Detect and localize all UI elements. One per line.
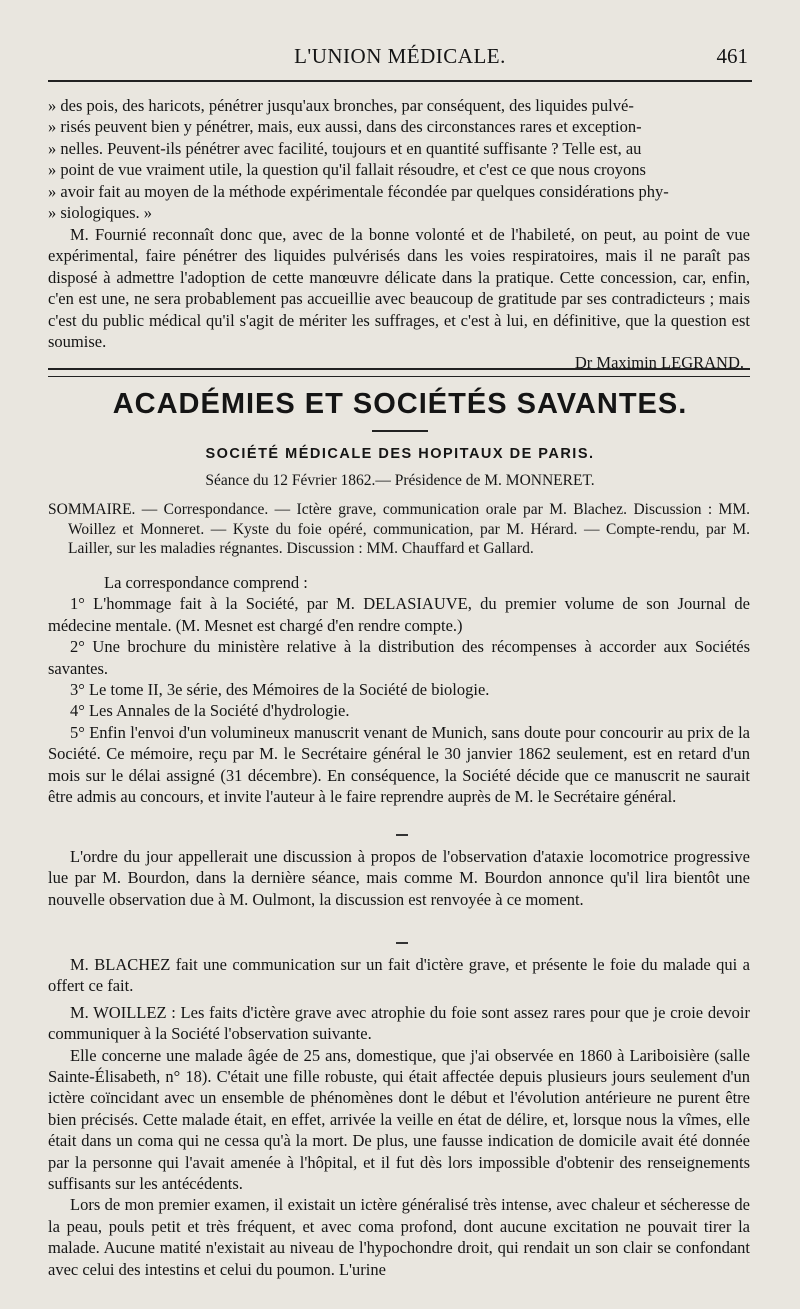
paragraph: Lors de mon premier examen, il existait un ictère généralisé très intense, avec chaleur et sécheresse de la peau, pouls petit et très fréquent, et avec coma profond, dont aucune excitation ne pouvait tirer la malade. Aucune matité n'existait au niveau de l'hypochondre droit, qui rendait un son clair se confondant avec celui des intestins et celui du poumon. L'urine (48, 1195, 750, 1279)
paragraph: 1° L'hommage fait à la Société, par M. DELASIAUVE, du premier volume de son Journal de médecine mentale. (M. Mesnet est chargé d'en rendre compte.) (48, 594, 750, 635)
society-title: SOCIÉTÉ MÉDICALE DES HOPITAUX DE PARIS. (205, 446, 595, 462)
section-title: ACADÉMIES ET SOCIÉTÉS SAVANTES. (112, 388, 688, 420)
quote-line: » nelles. Peuvent-ils pénétrer avec facilité, toujours et en quantité suffisante ? Telle est, au (48, 138, 642, 158)
session-line: Séance du 12 Février 1862.— Présidence de M. MONNERET. (205, 472, 595, 489)
paragraph: Elle concerne une malade âgée de 25 ans, domestique, que j'ai observée en 1860 à Lariboisière (salle Sainte-Élisabeth, n° 18). C'était une fille robuste, qui était affectée depuis plusieurs jours seulement d'un ictère coïncidant avec un ensemble de phénomènes dont le début et l'évolution antérieure ne purent être bien précisés. Cette malade était, en effet, arrivée la veille en état de délire, et, lorsque nous la vîmes, elle était dans un coma qui ne cessa qu'à la mort. De plus, une fausse indication de domicile avait été donnée par la personne qui l'avait amenée à l'hôpital, et il fut dès lors impossible d'obtenir des renseignements suffisants sur les antécédents. (48, 1045, 750, 1194)
agenda-block (48, 846, 750, 910)
quote-line: » risés peuvent bien y pénétrer, mais, eux aussi, dans des circonstances rares et exception- (48, 117, 642, 137)
running-title: L'UNION MÉDICALE. (294, 44, 506, 68)
conclusion-paragraph: M. Fournié reconnaît donc que, avec de la bonne volonté et de l'habileté, on peut, au point de vue expérimental, faire pénétrer des liquides pulvérisés dans les voies respiratoires, mais il ne paraît pas disposé à admettre l'adoption de cette manœuvre délicate dans la pratique. Cette concession, car, enfin, c'en est une, ne sera probablement pas accueillie avec beaucoup de gratitude par ses contradicteurs ; mais c'est du public médical qu'il s'agit de mériter les suffrages, et c'est à lui, en définitive, que la question est soumise. (48, 225, 750, 352)
conclusion-block (48, 224, 750, 374)
quotation-block (48, 95, 750, 223)
author-signature: Dr Maximin LEGRAND. (574, 353, 744, 373)
paragraph: 2° Une brochure du ministère relative à la distribution des récompenses à accorder aux Sociétés savantes. (48, 637, 750, 678)
correspondence-block (48, 572, 750, 807)
paragraph: 4° Les Annales de la Société d'hydrologie. (70, 701, 350, 721)
quote-line: » des pois, des haricots, pénétrer jusqu'aux bronches, par conséquent, des liquides pulvé- (48, 96, 634, 115)
paragraph: M. WOILLEZ : Les faits d'ictère grave avec atrophie du foie sont assez rares pour que je croie devoir communiquer à la Société l'observation suivante. (48, 1002, 750, 1044)
quote-line: » point de vue vraiment utile, la question qu'il fallait résoudre, et c'est ce que nous croyons (48, 160, 646, 180)
paragraph: La correspondance comprend : (104, 573, 308, 592)
quote-line: » siologiques. » (48, 203, 153, 223)
summary-text: SOMMAIRE. — Correspondance. — Ictère grave, communication orale par M. Blachez. Discussion : MM. Woillez et Monneret. — Kyste du foie opéré, communication, par M. Hérard. — Compte-rendu, par M. Lailler, sur les maladies régnantes. Discussion : MM. Chauffard et Gallard. (48, 501, 750, 557)
separator-dash (396, 834, 408, 836)
separator-dash (396, 942, 408, 944)
paragraph: 3° Le tome II, 3e série, des Mémoires de la Société de biologie. (70, 680, 490, 700)
paragraph: 5° Enfin l'envoi d'un volumineux manuscrit venant de Munich, sans doute pour concourir au prix de la Société. Ce mémoire, reçu par M. le Secrétaire général le 30 janvier 1862 seulement, est en retard d'un mois sur le délai assigné (31 décembre). En conséquence, la Société décide que ce manuscrit ne saurait être admis au concours, et invite l'auteur à le faire reprendre auprès de M. le Secrétaire général. (48, 722, 750, 807)
page-header (48, 40, 752, 82)
title-rule (372, 430, 428, 432)
section-divider (48, 368, 750, 377)
paragraph: L'ordre du jour appellerait une discussion à propos de l'observation d'ataxie locomotrice progressive lue par M. Bourdon, dans la dernière séance, mais comme M. Bourdon annonce qu'il lira bientôt une nouvelle observation due à M. Oulmont, la discussion est renvoyée à ce moment. (48, 847, 750, 909)
summary-block (48, 500, 750, 559)
quote-line: » avoir fait au moyen de la méthode expérimentale fécondée par quelques considérations phy- (48, 181, 669, 201)
communications-block (48, 954, 750, 1280)
paragraph: M. BLACHEZ fait une communication sur un fait d'ictère grave, et présente le foie du malade qui a offert ce fait. (48, 955, 750, 996)
page-number: 461 (716, 44, 748, 68)
